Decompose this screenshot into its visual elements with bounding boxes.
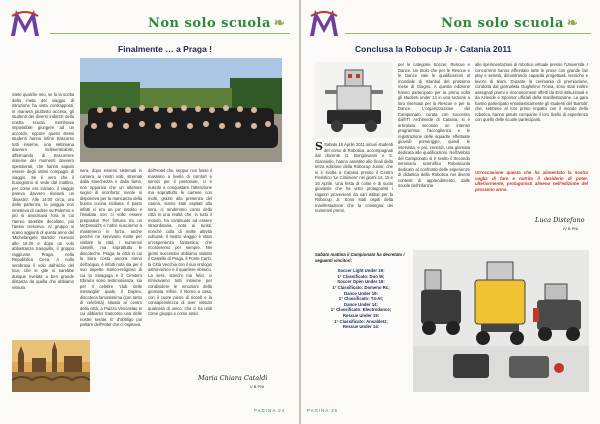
- winners-line: Soccer Light Under 19:: [337, 268, 385, 274]
- article-title: Finalmente … a Praga !: [118, 44, 212, 54]
- right-page: [301, 0, 600, 424]
- article-column-2: per le categorie Soccer, Rescue e Dance. Un titolo che per le Rescue e le Dance vale le qualificazioni al mondiale di Istanbul del prossimo mese di Giugno. A questa edizione hanno partecipato per la prima volta gli studenti under 14 in una sezione a loro riservata per la Rescue e per la Dance. L'organizzazione del Campionato, curata con successo dall'ITI Archimede di Catania, si è articolata secondo un intenso programma: l'accoglienza e le registrazione delle squadre effettuate giovedì pomeriggio, quindi le intervista, e poi, venerdì, una giornata dedicata alle qualificazioni. Nell'ambito del Campionato si è svolto il Secondo seminario scientifico Roboscuola dedicato al confronto delle esperienze di didattica della Robotica nei diversi contesti di apprendimento, dalle scuole dell'infanzia: [398, 62, 470, 188]
- winners-line: 1° Classificato: Electrodance;: [330, 307, 392, 313]
- winners-line: 1° Classificato: Domeno Rc;: [332, 284, 390, 290]
- winners-line: Rescue Under 19:: [342, 312, 380, 318]
- winners-list: [315, 252, 407, 330]
- section-header: Non solo scuola ❧: [148, 16, 286, 31]
- winners-line: 1° Classificato: Duo W;: [337, 273, 385, 279]
- article-intro: S Sabato 16 Aprile 2011 alcuni studenti del corso di Robotica, accompagnati dal docente G. Bongiovanni e S. Gianniello, hanno assistito alle finali della terza edizione della Robocup Junior, che si è svolta a Catania presso il Centro Fieristico 'Le Ciminiere' nei giorni 14, 15 e 16 Aprile. Una festa di colori e di suoni giovanile che ha visto protagonisti i ragazzi provenienti da vari istituti per la Robocup Jr. Sono stati ospiti della manifestazione che la consegna dei numerosi premi.: [315, 142, 393, 213]
- header-rule: [50, 33, 290, 34]
- winners-line: Soccer Open Under 19:: [337, 279, 385, 285]
- article-title: Conclusa la Robocup Jr - Catania 2011: [355, 44, 512, 54]
- article-column-3: dell'Hotel che, seppur non fosse il massimo a livello di comfort e servizi per il personale, ci è riuscito a conquistare l'attenzione ma soprattutto le camere con molti, grazie alla presenza del casinò, siamo stati ospitati alla sera, ci rendemmo conto della città in una realtà che, in tutto il mondo, ha continuato ad essere straordinaria, nota ai turisti, nonché culla di molte attività culturali. Il nostro viaggio è stato un'esperienza fantastica, che ricorderemo per sempre. Nei giorni successivi abbiamo visitato il Castello di Praga, il Ponte Carlo, la Città Vecchia con il suo orologio astronomico e il quartiere ebraico. La sera, stanchi ma felici, ci ritrovavamo tutti insieme per condividere le emozioni della giornata. Infine, il ritorno a casa, con il cuore pieno di ricordi e la consapevolezza di aver vissuto qualcosa di unico, che ci ha uniti come gruppo e come amici.: [148, 168, 212, 316]
- author-class: V B PNI: [250, 384, 265, 389]
- group-photo: [80, 58, 282, 162]
- article-column-3: alle sperimentazioni di robotica virtuale presso l'Università. I concorrenti hanno affrontato tutte le prove con grande fair play e serietà, dimostrando capacità progettuali, tecniche e lavoro di team. Durante la cerimonia di premiazione, condotta dal giornalista Guglielmo Troina, sono stati inoltre assegnati premi e riconoscimenti offerti da Enti istituzionali e da Aziende e Sponsor ufficiali della manifestazione. La gara hanno partecipato entusiasticamente gli studenti del 'Bartolo' che, sebbene al loro primo impatto con il mondo della robotica, hanno potuto comparire il loro livello di esperienza con quello delle scuole partecipanti.: [475, 62, 588, 122]
- page-number: PAGINA 24: [254, 408, 286, 413]
- article-column-1: Siete qualche mio, se fa la scelta della meta del viaggio di istruzione ha vista contrapposti, in maniera piuttosto accesa, gli studenti dei diversi indirizzi della nostra scuola. Sembrava impossibile giungere ad un accordo, eppure questi stessi studenti hanno infine trascorso tutti insieme, una settimana davvero indimenticabile, affermando di trascorrere insieme dei momenti davvero spensierati, che hanno saputo essere degli ottimi compagni di viaggio. Se è vero che il buongiorno si vede dal mattino, per come era iniziato, il viaggio pareva davvero rivelarsi un 'disastro'. Alle 14:00 circa, ora della partenza, la pioggia non smetteva di cadere su Palermo e più si avvicinava l'ora in cui l'aereo sarebbe decollato, più l'ansia cresceva. Al gruppo si erano aggiunti di quinta anno del 'Michelangelo Bartolo' ricevuto alle 16.30 e dopo un volo abbastanza tranquillo, il gruppo raggiunse Praga, nella Repubblica Ceca. A nulla sembrava il volo dall'inizio del tour, che le gite si sarebbe dunque rivelata a ben grande distanza da quella che abbiamo vissuto.: [12, 92, 74, 290]
- header-rule: [345, 33, 591, 34]
- left-page: [0, 0, 299, 424]
- school-logo-icon: [8, 6, 42, 40]
- winners-line: Dance Under 14:: [344, 301, 378, 307]
- page-number: PAGINA 25: [307, 408, 339, 413]
- winners-line: 1° Classificato: T4-At;: [338, 296, 384, 302]
- winners-intro: Sabato mattina il Campionato ha decretato i seguenti vincitori:: [315, 252, 405, 263]
- section-header: Non solo scuola ❧: [441, 16, 579, 31]
- author-name: Maria Chiara Cataldi: [198, 374, 268, 382]
- robot-photo: [315, 62, 393, 138]
- school-logo-icon: [307, 6, 341, 40]
- winners-line: Dance Under 19:: [344, 290, 378, 296]
- closing-callout: Un'occasione questa che ha alimentato la nostra voglia di fare e nutrito il desiderio di poter, ulteriormente, protagonisti almeno nell'edizione del prossimo anno.: [475, 170, 588, 193]
- author-class: IV B PNI: [563, 226, 579, 231]
- prague-skyline-photo: [12, 340, 90, 392]
- author-name: Luca Distefano: [535, 216, 585, 224]
- article-column-2: sera, dopo essersi sistemati in camera, ai nostri volti, stremati dalla stanchezza e dalla fame, non appariva che un ulteriore segno di sconforto: niente si disponeva per la mancanza della buona cucina siciliana. Il pasto infatti ci era un po' insolito e l'insalata non ci volle essere preparata! Per fortuna tra un McDonald's e l'altro riuscimmo a mantenerci in forza, anche perché ne servivano molte per visitare la città, i numerosi castelli, ma soprattutto le discoteche. Praga, la città in cui la birra costa ancora meno dell'acqua, è infatti nota sia per il suo aspetto storico-religioso di cui la Sinagoga e il Cimitero Ebraico sono testimonianza, sia per il celebre 'club delle meraviglie' quale, il Duplex, discoteca famosissima (con tanto di celebrità) situata al centro della città, a Piazza Venceslao in cui abbiamo trascorso una delle nostre serate. E' d'obbligo poi parlare dell'Hotel che ci ospitava.: [80, 168, 142, 327]
- winners-line: 1° Classificato: Ansaldetz;: [334, 318, 388, 324]
- robots-on-field-photo: [413, 250, 589, 392]
- winners-line: Rescue Under 14:: [342, 324, 380, 330]
